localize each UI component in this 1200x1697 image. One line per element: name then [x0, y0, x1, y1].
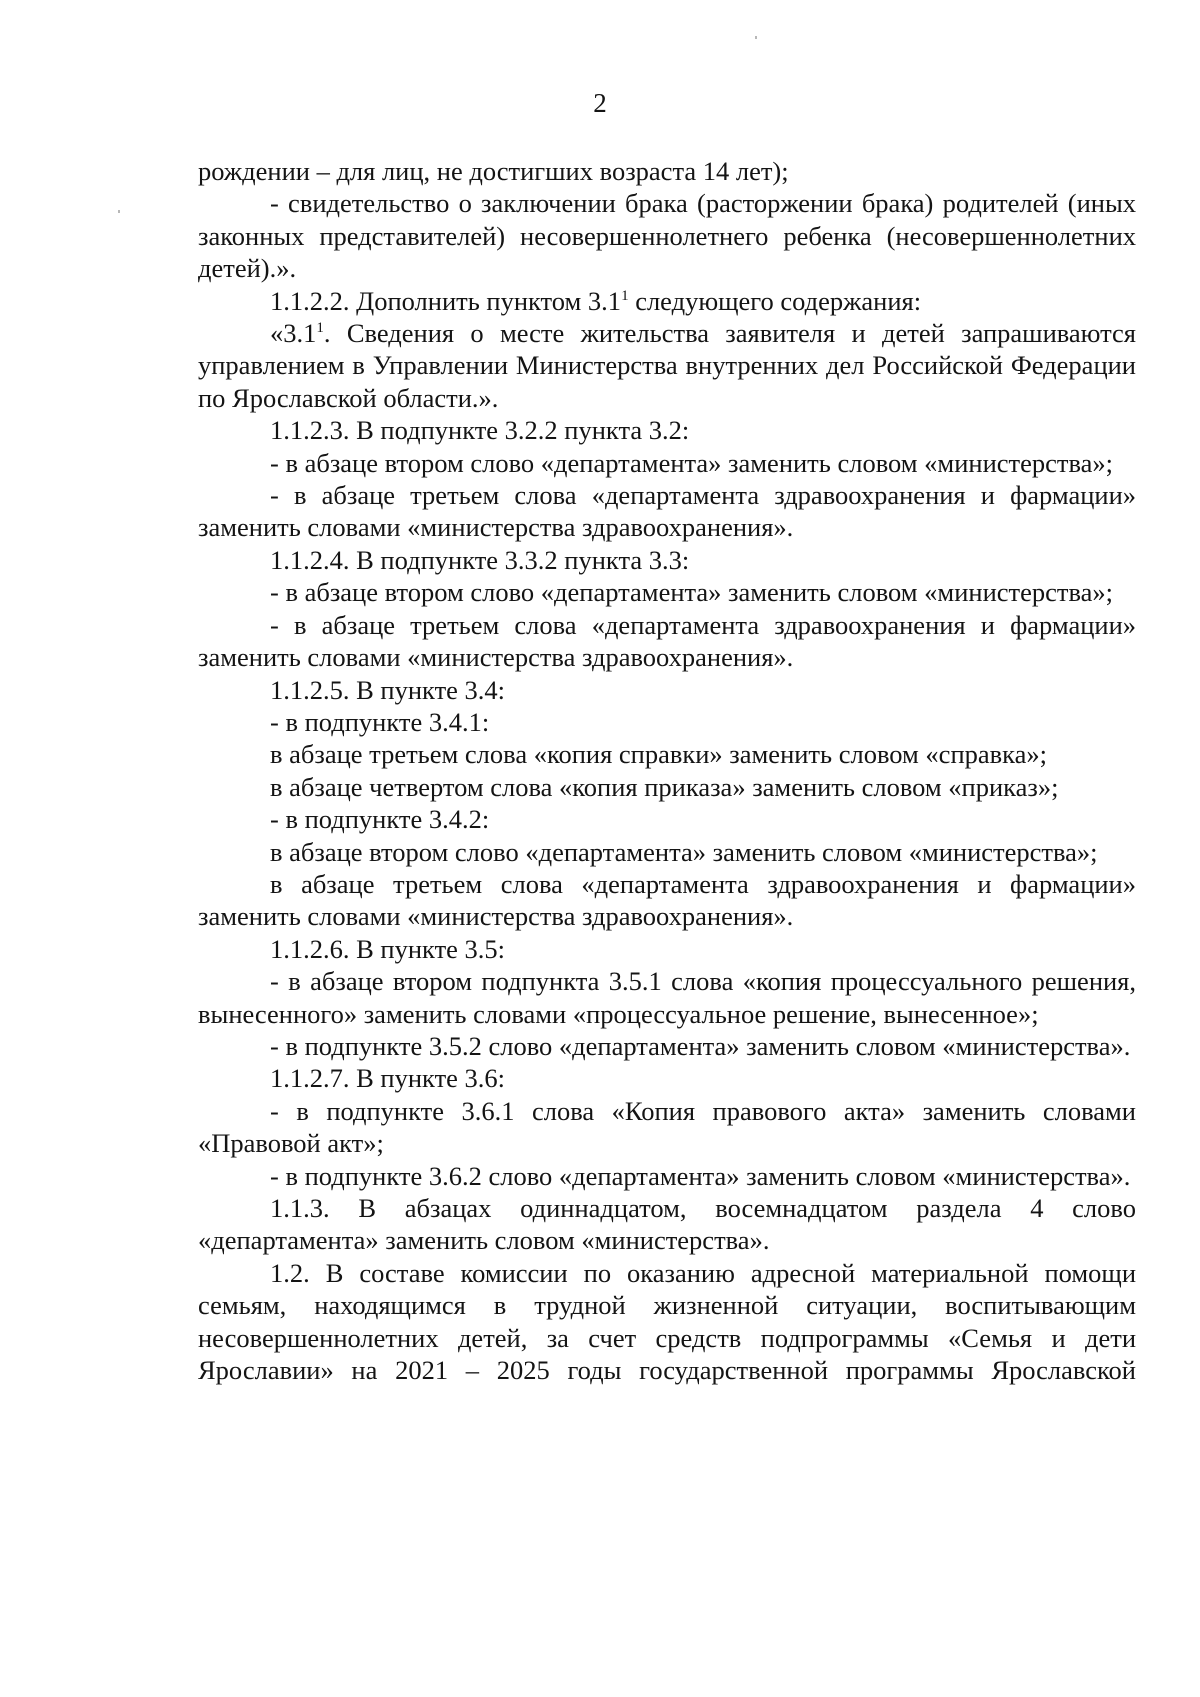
paragraph-text: следующего содержания:: [628, 285, 922, 316]
scan-speck: [755, 36, 757, 39]
paragraph: в абзаце четвертом слова «копия приказа» заменить словом «приказ»;: [270, 771, 1059, 802]
paragraph: 1.1.2.4. В подпункте 3.3.2 пункта 3.3:: [270, 544, 690, 575]
paragraph: [198, 317, 1136, 414]
paragraph: 1.2. В составе комиссии по оказанию адресной материальной помощи семьям, находящимся в трудной жизненной ситуации, воспитывающим несовершеннолетних детей, за счет средств подпрограммы «Семья и дети Ярославии» на 2021 – 2025 годы государственной программы Ярославской: [198, 1257, 1136, 1386]
page-number: 2: [593, 88, 607, 118]
paragraph: - в подпункте 3.6.2 слово «департамента» заменить словом «министерства».: [270, 1160, 1131, 1191]
paragraph: в абзаце третьем слова «департамента здравоохранения и фармации» заменить словами «министерства здравоохранения».: [198, 868, 1136, 932]
paragraph: - в подпункте 3.4.1:: [270, 706, 490, 737]
superscript: 1: [621, 287, 629, 304]
paragraph: - в абзаце третьем слова «департамента здравоохранения и фармации» заменить словами «министерства здравоохранения».: [198, 480, 1136, 543]
paragraph-text: «3.1: [270, 318, 317, 349]
paragraph: 1.1.2.3. В подпункте 3.2.2 пункта 3.2:: [270, 415, 690, 446]
paragraph: - в абзаце третьем слова «департамента здравоохранения и фармации» заменить словами «министерства здравоохранения».: [198, 609, 1136, 673]
paragraph: - свидетельство о заключении брака (расторжении брака) родителей (иных законных представителей) несовершеннолетнего ребенка (несовершеннолетних детей).».: [198, 188, 1136, 284]
paragraph: - в подпункте 3.5.2 слово «департамента» заменить словом «министерства».: [270, 1030, 1131, 1061]
paragraph: в абзаце втором слово «департамента» заменить словом «министерства»;: [270, 836, 1098, 867]
paragraph: 1.1.3. В абзацах одиннадцатом, восемнадцатом раздела 4 слово «департамента» заменить словом «министерства».: [198, 1193, 1136, 1256]
paragraph: в абзаце третьем слова «копия справки» заменить словом «справка»;: [270, 739, 1048, 770]
paragraph: - в подпункте 3.4.2:: [270, 804, 490, 835]
scan-speck: [118, 210, 120, 213]
paragraph: - в абзаце втором слово «департамента» заменить словом «министерства»;: [270, 577, 1113, 608]
paragraph-text: . Сведения о месте жительства заявителя и детей запрашиваются управлением в Управлении Министерства внутренних дел Российской Федерации по Ярославской области.».: [198, 318, 1136, 413]
paragraph: 1.1.2.5. В пункте 3.4:: [270, 674, 506, 705]
paragraph: рождении – для лиц, не достигших возраста 14 лет);: [198, 156, 789, 186]
paragraph: [198, 285, 1136, 317]
paragraph: - в абзаце втором подпункта 3.5.1 слова «копия процессуального решения, вынесенного» заменить словами «процессуальное решение, вынесенное»;: [198, 966, 1136, 1029]
paragraph: 1.1.2.6. В пункте 3.5:: [270, 933, 506, 964]
paragraph: 1.1.2.7. В пункте 3.6:: [270, 1063, 506, 1094]
document-body: [198, 155, 1136, 1386]
paragraph: - в подпункте 3.6.1 слова «Копия правового акта» заменить словами «Правовой акт»;: [198, 1095, 1136, 1159]
paragraph-text: 1.1.2.2. Дополнить пунктом 3.1: [270, 285, 622, 316]
superscript: 1: [316, 320, 324, 337]
paragraph: - в абзаце втором слово «департамента» заменить словом «министерства»;: [270, 447, 1113, 478]
